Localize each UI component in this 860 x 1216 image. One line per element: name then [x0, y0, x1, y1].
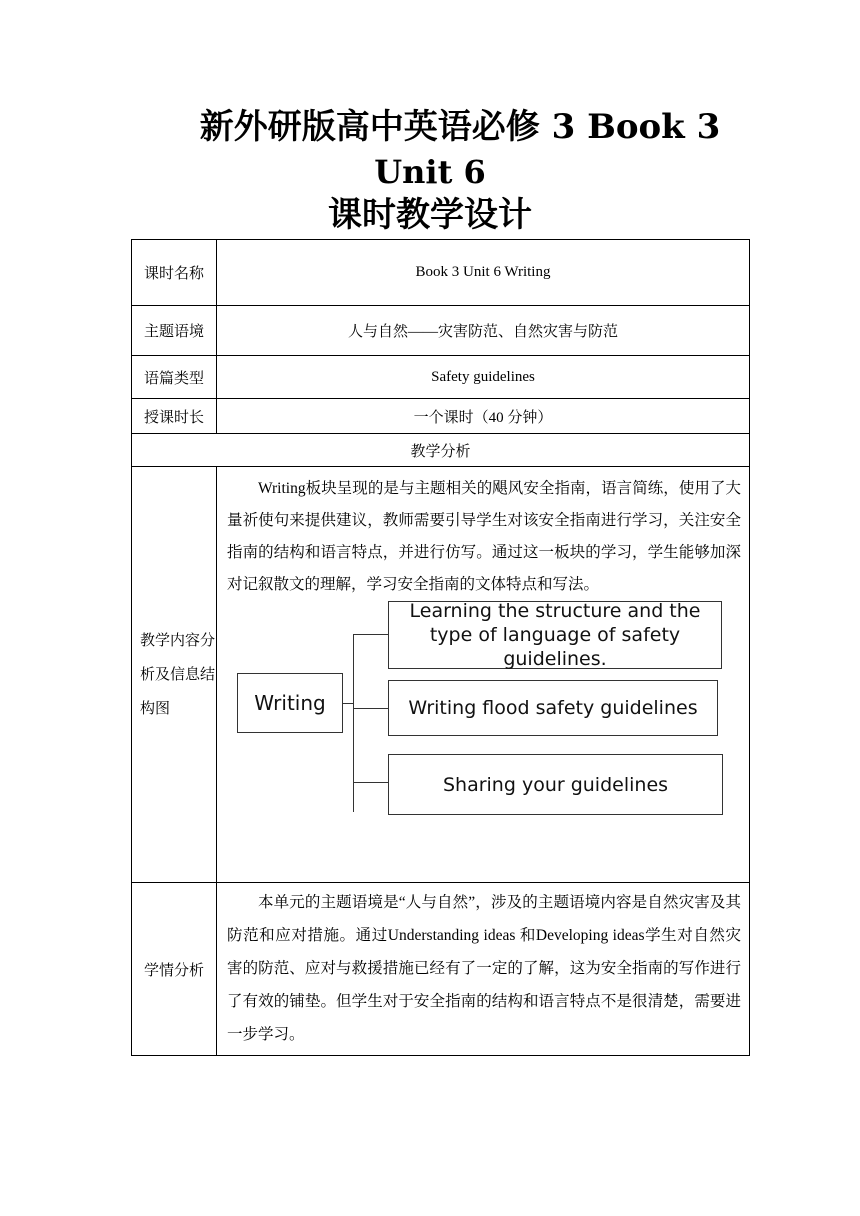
student-analysis-label: 学情分析 [132, 883, 217, 1056]
table-row [132, 356, 750, 399]
diagram-branch-box: Writing flood safety guidelines [388, 680, 718, 736]
diagram-branch-box: Learning the structure and the type of language of safety guidelines. [388, 601, 722, 669]
diagram-branch-box: Sharing your guidelines [388, 754, 723, 815]
diagram-connector [353, 782, 388, 783]
structure-diagram [217, 601, 749, 863]
document-title-line-3: 课时教学设计 [328, 195, 532, 235]
theme-context-value: 人与自然——灾害防范、自然灾害与防范 [217, 306, 750, 356]
table-row [132, 399, 750, 434]
text-type-value: Safety guidelines [217, 356, 750, 399]
content-analysis-cell [217, 467, 750, 883]
theme-context-label: 主题语境 [132, 306, 217, 356]
diagram-connector [353, 708, 388, 709]
diagram-connector [343, 703, 353, 704]
diagram-connector [353, 634, 354, 812]
lesson-name-label: 课时名称 [132, 240, 217, 306]
duration-value: 一个课时（40 分钟） [217, 399, 750, 434]
lesson-name-value: Book 3 Unit 6 Writing [217, 240, 750, 306]
diagram-root-box: Writing [237, 673, 343, 733]
diagram-connector [353, 634, 388, 635]
lesson-design-table [131, 239, 750, 1056]
student-analysis-cell [217, 883, 750, 1056]
student-analysis-paragraph: 本单元的主题语境是“人与自然”，涉及的主题语境内容是自然灾害及其防范和应对措施。通过Understanding ideas 和Developing ideas学生对自然灾害的防范、应对与救援措施已经有了一定的了解，这为安全指南的写作进行了有效的铺垫。但学生对于安全指南的结构和语言特点不是很清楚，需要进一步学习。 [227, 894, 741, 1043]
content-analysis-paragraph: Writing板块呈现的是与主题相关的飓风安全指南，语言简练，使用了大量祈使句来提供建议，教师需要引导学生对该安全指南进行学习，关注安全指南的结构和语言特点，并进行仿写。通过这一板块的学习，学生能够加深对记叙散文的理解，学习安全指南的文体特点和写法。 [227, 480, 741, 593]
table-row [132, 306, 750, 356]
text-type-label: 语篇类型 [132, 356, 217, 399]
analysis-header: 教学分析 [132, 434, 750, 467]
document-title-line-1: 新外研版高中英语必修 3 Book 3 [199, 107, 721, 147]
table-row [132, 467, 750, 883]
document-title-line-2: Unit 6 [374, 153, 486, 191]
content-analysis-label: 教学内容分析及信息结构图 [132, 467, 217, 883]
table-row [132, 434, 750, 467]
table-row [132, 883, 750, 1056]
duration-label: 授课时长 [132, 399, 217, 434]
table-row [132, 240, 750, 306]
